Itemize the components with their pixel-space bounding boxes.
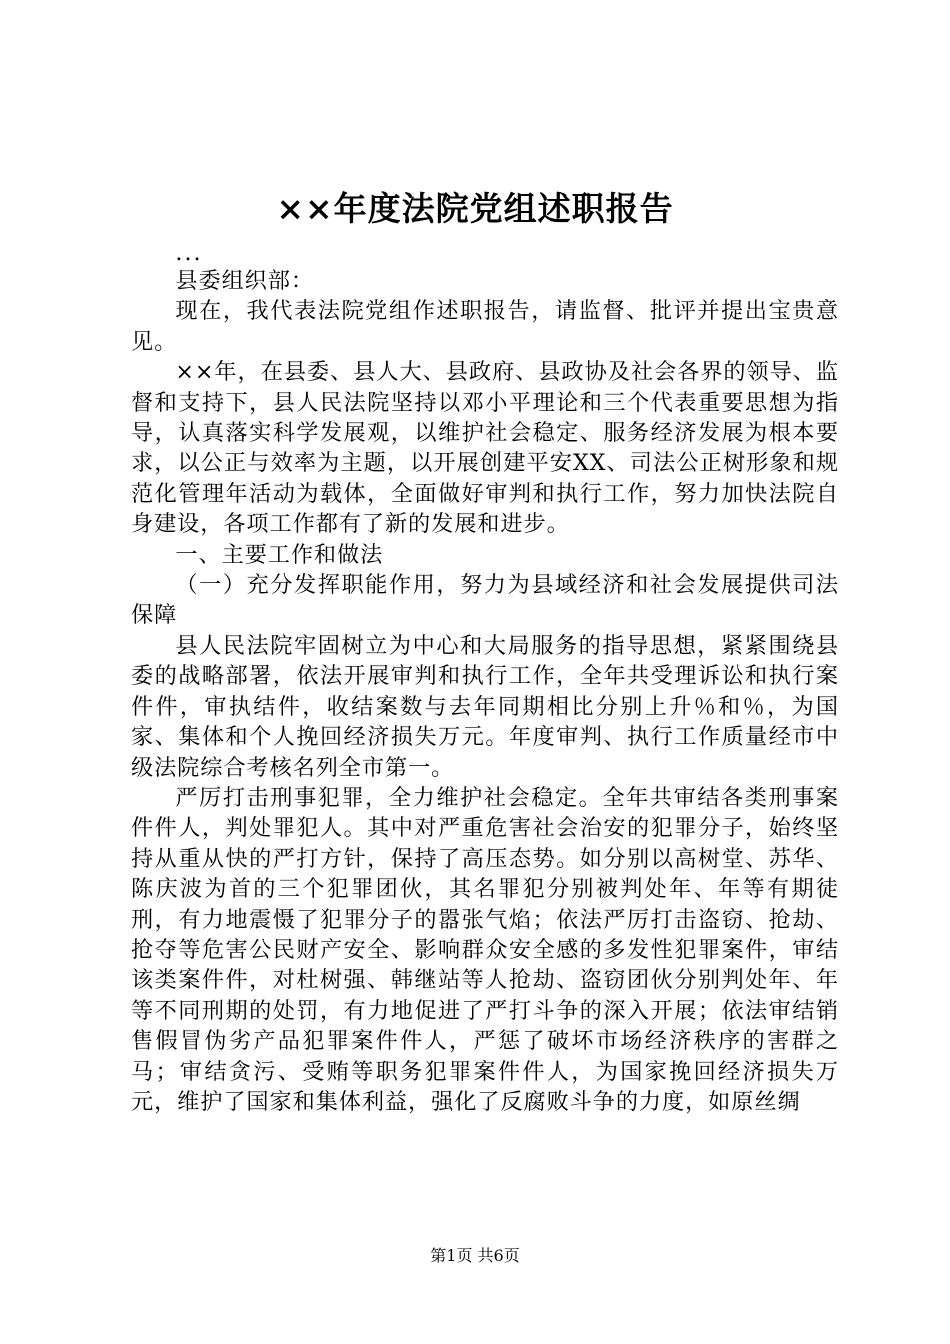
document-title: ××年度法院党组述职报告 [276,189,674,228]
salutation: 县委组织部： [175,268,314,294]
ellipsis-line: ... [175,240,203,266]
paragraph: 县人民法院牢固树立为中心和大局服务的指导思想，紧紧围绕县委的战略部署，依法开展审判和执行工作，全年共受理诉讼和执行案件件，审执结件，收结案数与去年同期相比分别上升％和％，为国家、集体和个人挽回经济损失万元。年度审判、执行工作质量经市中级法院综合考核名列全市第一。 [131,632,839,781]
subsection-heading: （一）充分发挥职能作用，努力为县域经济和社会发展提供司法保障 [131,572,839,629]
paragraph: 现在，我代表法院党组作述职报告，请监督、批评并提出宝贵意见。 [131,298,839,355]
section-heading: 一、主要工作和做法 [175,541,384,568]
document-body [131,240,839,1117]
paragraph: 严厉打击刑事犯罪，全力维护社会稳定。全年共审结各类刑事案件件人，判处罪犯人。其中对严重危害社会治安的犯罪分子，始终坚持从重从快的严打方针，保持了高压态势。如分别以高树堂、苏华、陈庆波为首的三个犯罪团伙，其名罪犯分别被判处年、年等有期徒刑，有力地震慑了犯罪分子的嚣张气焰；依法严厉打击盗窃、抢劫、抢夺等危害公民财产安全、影响群众安全感的多发性犯罪案件，审结该类案件件，对杜树强、韩继站等人抢劫、盗窃团伙分别判处年、年等不同刑期的处罚，有力地促进了严打斗争的深入开展；依法审结销售假冒伪劣产品犯罪案件件人，严惩了破坏市场经济秩序的害群之马；审结贪污、受贿等职务犯罪案件件人，为国家挽回经济损失万元，维护了国家和集体利益，强化了反腐败斗争的力度，如原丝绸 [131,784,839,1115]
page-number: 第1页 共6页 [430,1246,520,1265]
paragraph: ××年，在县委、县人大、县政府、县政协及社会各界的领导、监督和支持下，县人民法院坚持以邓小平理论和三个代表重要思想为指导，认真落实科学发展观，以维护社会稳定、服务经济发展为根本要求，以公正与效率为主题，以开展创建平安XX、司法公正树形象和规范化管理年活动为载体，全面做好审判和执行工作，努力加快法院自身建设，各项工作都有了新的发展和进步。 [131,359,839,538]
